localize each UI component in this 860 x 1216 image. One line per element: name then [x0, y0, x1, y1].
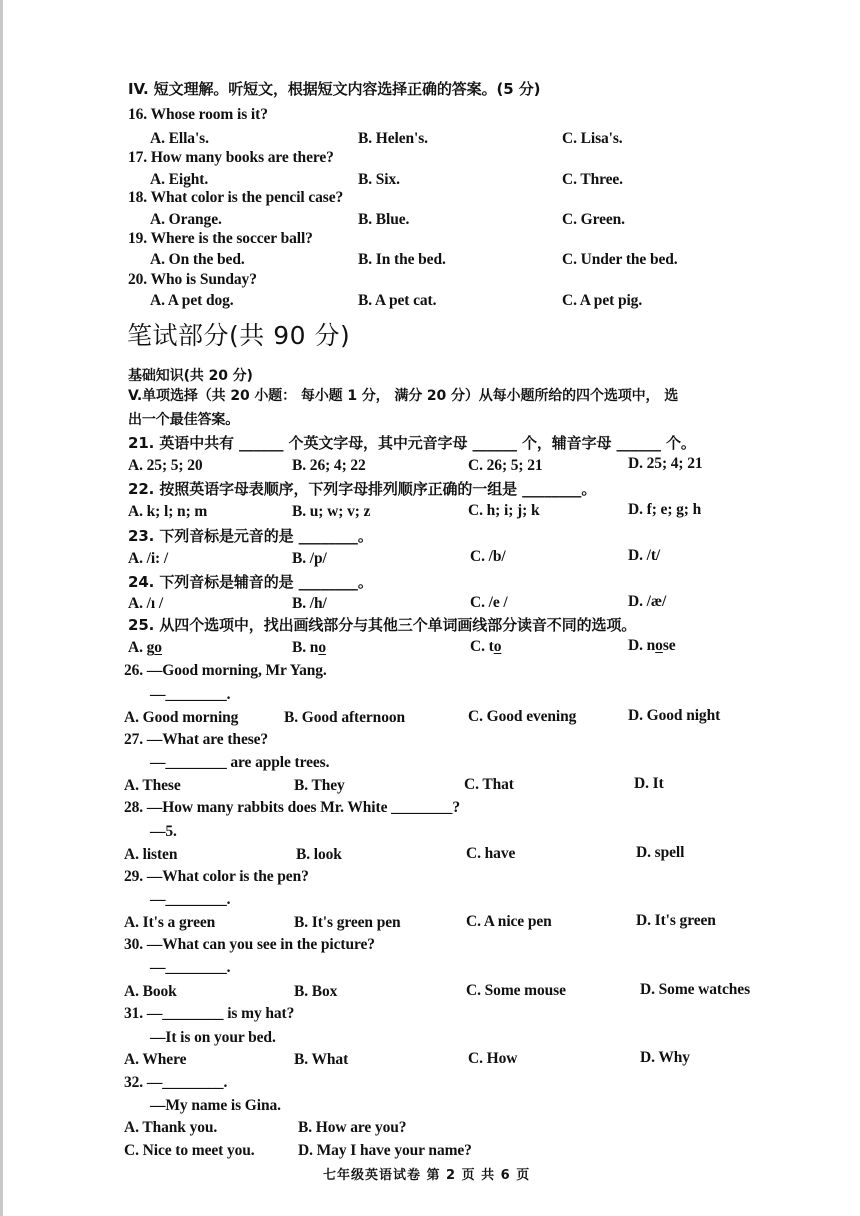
q26-answer-line: —________.: [150, 686, 231, 703]
q29-option-a: A. It's a green: [124, 914, 216, 931]
q24-stem: 24. 下列音标是辅音的是 ________。: [128, 573, 373, 591]
q24-option-b: B. /h/: [292, 595, 327, 612]
q21-option-c: C. 26; 5; 21: [468, 457, 543, 474]
q32-answer-line: —My name is Gina.: [150, 1097, 281, 1114]
page-footer: 七年级英语试卷 第 2 页 共 6 页: [323, 1168, 531, 1183]
q30-option-d: D. Some watches: [640, 981, 750, 998]
q28-option-a: A. listen: [124, 846, 178, 863]
written-section-title: 笔试部分(共 90 分): [127, 321, 351, 350]
q21-option-a: A. 25; 5; 20: [128, 457, 203, 474]
q29-option-d: D. It's green: [636, 912, 716, 929]
q16-option-b: B. Helen's.: [358, 130, 428, 147]
q26-stem: 26. —Good morning, Mr Yang.: [124, 662, 327, 679]
q31-answer-line: —It is on your bed.: [150, 1029, 276, 1046]
q30-option-a: A. Book: [124, 983, 177, 1000]
q30-stem: 30. —What can you see in the picture?: [124, 936, 375, 953]
q25-option-d: D. nose: [628, 637, 676, 654]
q22-option-c: C. h; i; j; k: [468, 502, 540, 519]
q26-option-a: A. Good morning: [124, 709, 239, 726]
section-4-title: IV. 短文理解。听短文，根据短文内容选择正确的答案。(5 分): [128, 80, 541, 98]
q30-option-c: C. Some mouse: [466, 982, 566, 999]
q32-stem: 32. —________.: [124, 1074, 228, 1091]
q22-option-b: B. u; w; v; z: [292, 503, 371, 520]
q17-stem: 17. How many books are there?: [128, 149, 334, 166]
q28-stem: 28. —How many rabbits does Mr. White ________?: [124, 799, 460, 816]
q23-stem: 23. 下列音标是元音的是 ________。: [128, 527, 373, 545]
q25-stem: 25. 从四个选项中，找出画线部分与其他三个单词画线部分读音不同的选项。: [128, 616, 637, 634]
q20-stem: 20. Who is Sunday?: [128, 271, 257, 288]
q32-option-b: B. How are you?: [298, 1119, 407, 1136]
q30-option-b: B. Box: [294, 983, 338, 1000]
q24-option-a: A. /ı /: [128, 595, 164, 612]
section-5-instruction: V.单项选择（共 20 小题： 每小题 1 分， 满分 20 分）从每小题所给的四个选项中， 选: [128, 388, 679, 404]
q28-option-c: C. have: [466, 845, 516, 862]
q20-option-c: C. A pet pig.: [562, 292, 643, 309]
q29-stem: 29. —What color is the pen?: [124, 868, 309, 885]
q16-option-c: C. Lisa's.: [562, 130, 623, 147]
q30-answer-line: —________.: [150, 959, 231, 976]
q17-option-a: A. Eight.: [150, 171, 209, 188]
q23-option-b: B. /p/: [292, 550, 327, 567]
q25-option-a: A. go: [128, 639, 162, 656]
q29-answer-line: —________.: [150, 891, 231, 908]
q25-option-d-underlined: o: [655, 637, 663, 654]
q21-stem: 21. 英语中共有 ______ 个英文字母，其中元音字母 ______ 个，辅音字母 ______ 个。: [128, 434, 696, 452]
q31-option-c: C. How: [468, 1050, 518, 1067]
q20-option-b: B. A pet cat.: [358, 292, 437, 309]
q25-option-b-underlined: o: [318, 639, 326, 656]
q27-option-c: C. That: [464, 776, 514, 793]
q26-option-b: B. Good afternoon: [284, 709, 406, 726]
q18-stem: 18. What color is the pencil case?: [128, 189, 344, 206]
q25-option-b: B. no: [292, 639, 326, 656]
q31-option-b: B. What: [294, 1051, 349, 1068]
q31-option-d: D. Why: [640, 1049, 690, 1066]
q27-option-b: B. They: [294, 777, 345, 794]
q22-stem: 22. 按照英语字母表顺序，下列字母排列顺序正确的一组是 ________。: [128, 480, 597, 498]
q31-option-a: A. Where: [124, 1051, 187, 1068]
q19-stem: 19. Where is the soccer ball?: [128, 230, 313, 247]
q27-option-d: D. It: [634, 775, 664, 792]
q23-option-c: C. /b/: [470, 548, 506, 565]
q29-option-b: B. It's green pen: [294, 914, 401, 931]
q16-stem: 16. Whose room is it?: [128, 106, 268, 123]
q22-option-d: D. f; e; g; h: [628, 501, 702, 518]
q24-option-d: D. /æ/: [628, 593, 667, 610]
q21-option-d: D. 25; 4; 21: [628, 455, 703, 472]
q32-option-c: C. Nice to meet you.: [124, 1142, 255, 1159]
q28-answer-line: —5.: [150, 823, 177, 840]
q19-option-c: C. Under the bed.: [562, 251, 678, 268]
section-5-instruction-cont: 出一个最佳答案。: [128, 412, 240, 428]
q25-option-a-underlined: o: [154, 639, 162, 656]
q17-option-c: C. Three.: [562, 171, 623, 188]
q27-stem: 27. —What are these?: [124, 731, 269, 748]
q28-option-d: D. spell: [636, 844, 685, 861]
q18-option-a: A. Orange.: [150, 211, 222, 228]
q28-option-b: B. look: [296, 846, 342, 863]
q19-option-b: B. In the bed.: [358, 251, 446, 268]
q25-option-c-underlined: o: [493, 638, 502, 655]
q18-option-b: B. Blue.: [358, 211, 410, 228]
q19-option-a: A. On the bed.: [150, 251, 245, 268]
q27-answer-line: —________ are apple trees.: [150, 754, 330, 771]
q32-option-a: A. Thank you.: [124, 1119, 218, 1136]
q23-option-a: A. /i: /: [128, 550, 169, 567]
q21-option-b: B. 26; 4; 22: [292, 457, 366, 474]
q20-option-a: A. A pet dog.: [150, 292, 234, 309]
q23-option-d: D. /t/: [628, 547, 661, 564]
q16-option-a: A. Ella's.: [150, 130, 209, 147]
scan-edge: [0, 0, 3, 1216]
q27-option-a: A. These: [124, 777, 181, 794]
basics-heading: 基础知识(共 20 分): [128, 368, 253, 384]
q26-option-c: C. Good evening: [468, 708, 577, 725]
q32-option-d: D. May I have your name?: [298, 1142, 472, 1159]
q24-option-c: C. /e /: [470, 594, 508, 611]
q18-option-c: C. Green.: [562, 211, 625, 228]
q29-option-c: C. A nice pen: [466, 913, 552, 930]
q26-option-d: D. Good night: [628, 707, 721, 724]
q25-option-c: C. to: [470, 638, 502, 655]
q22-option-a: A. k; l; n; m: [128, 503, 208, 520]
q17-option-b: B. Six.: [358, 171, 400, 188]
q31-stem: 31. —________ is my hat?: [124, 1005, 295, 1022]
